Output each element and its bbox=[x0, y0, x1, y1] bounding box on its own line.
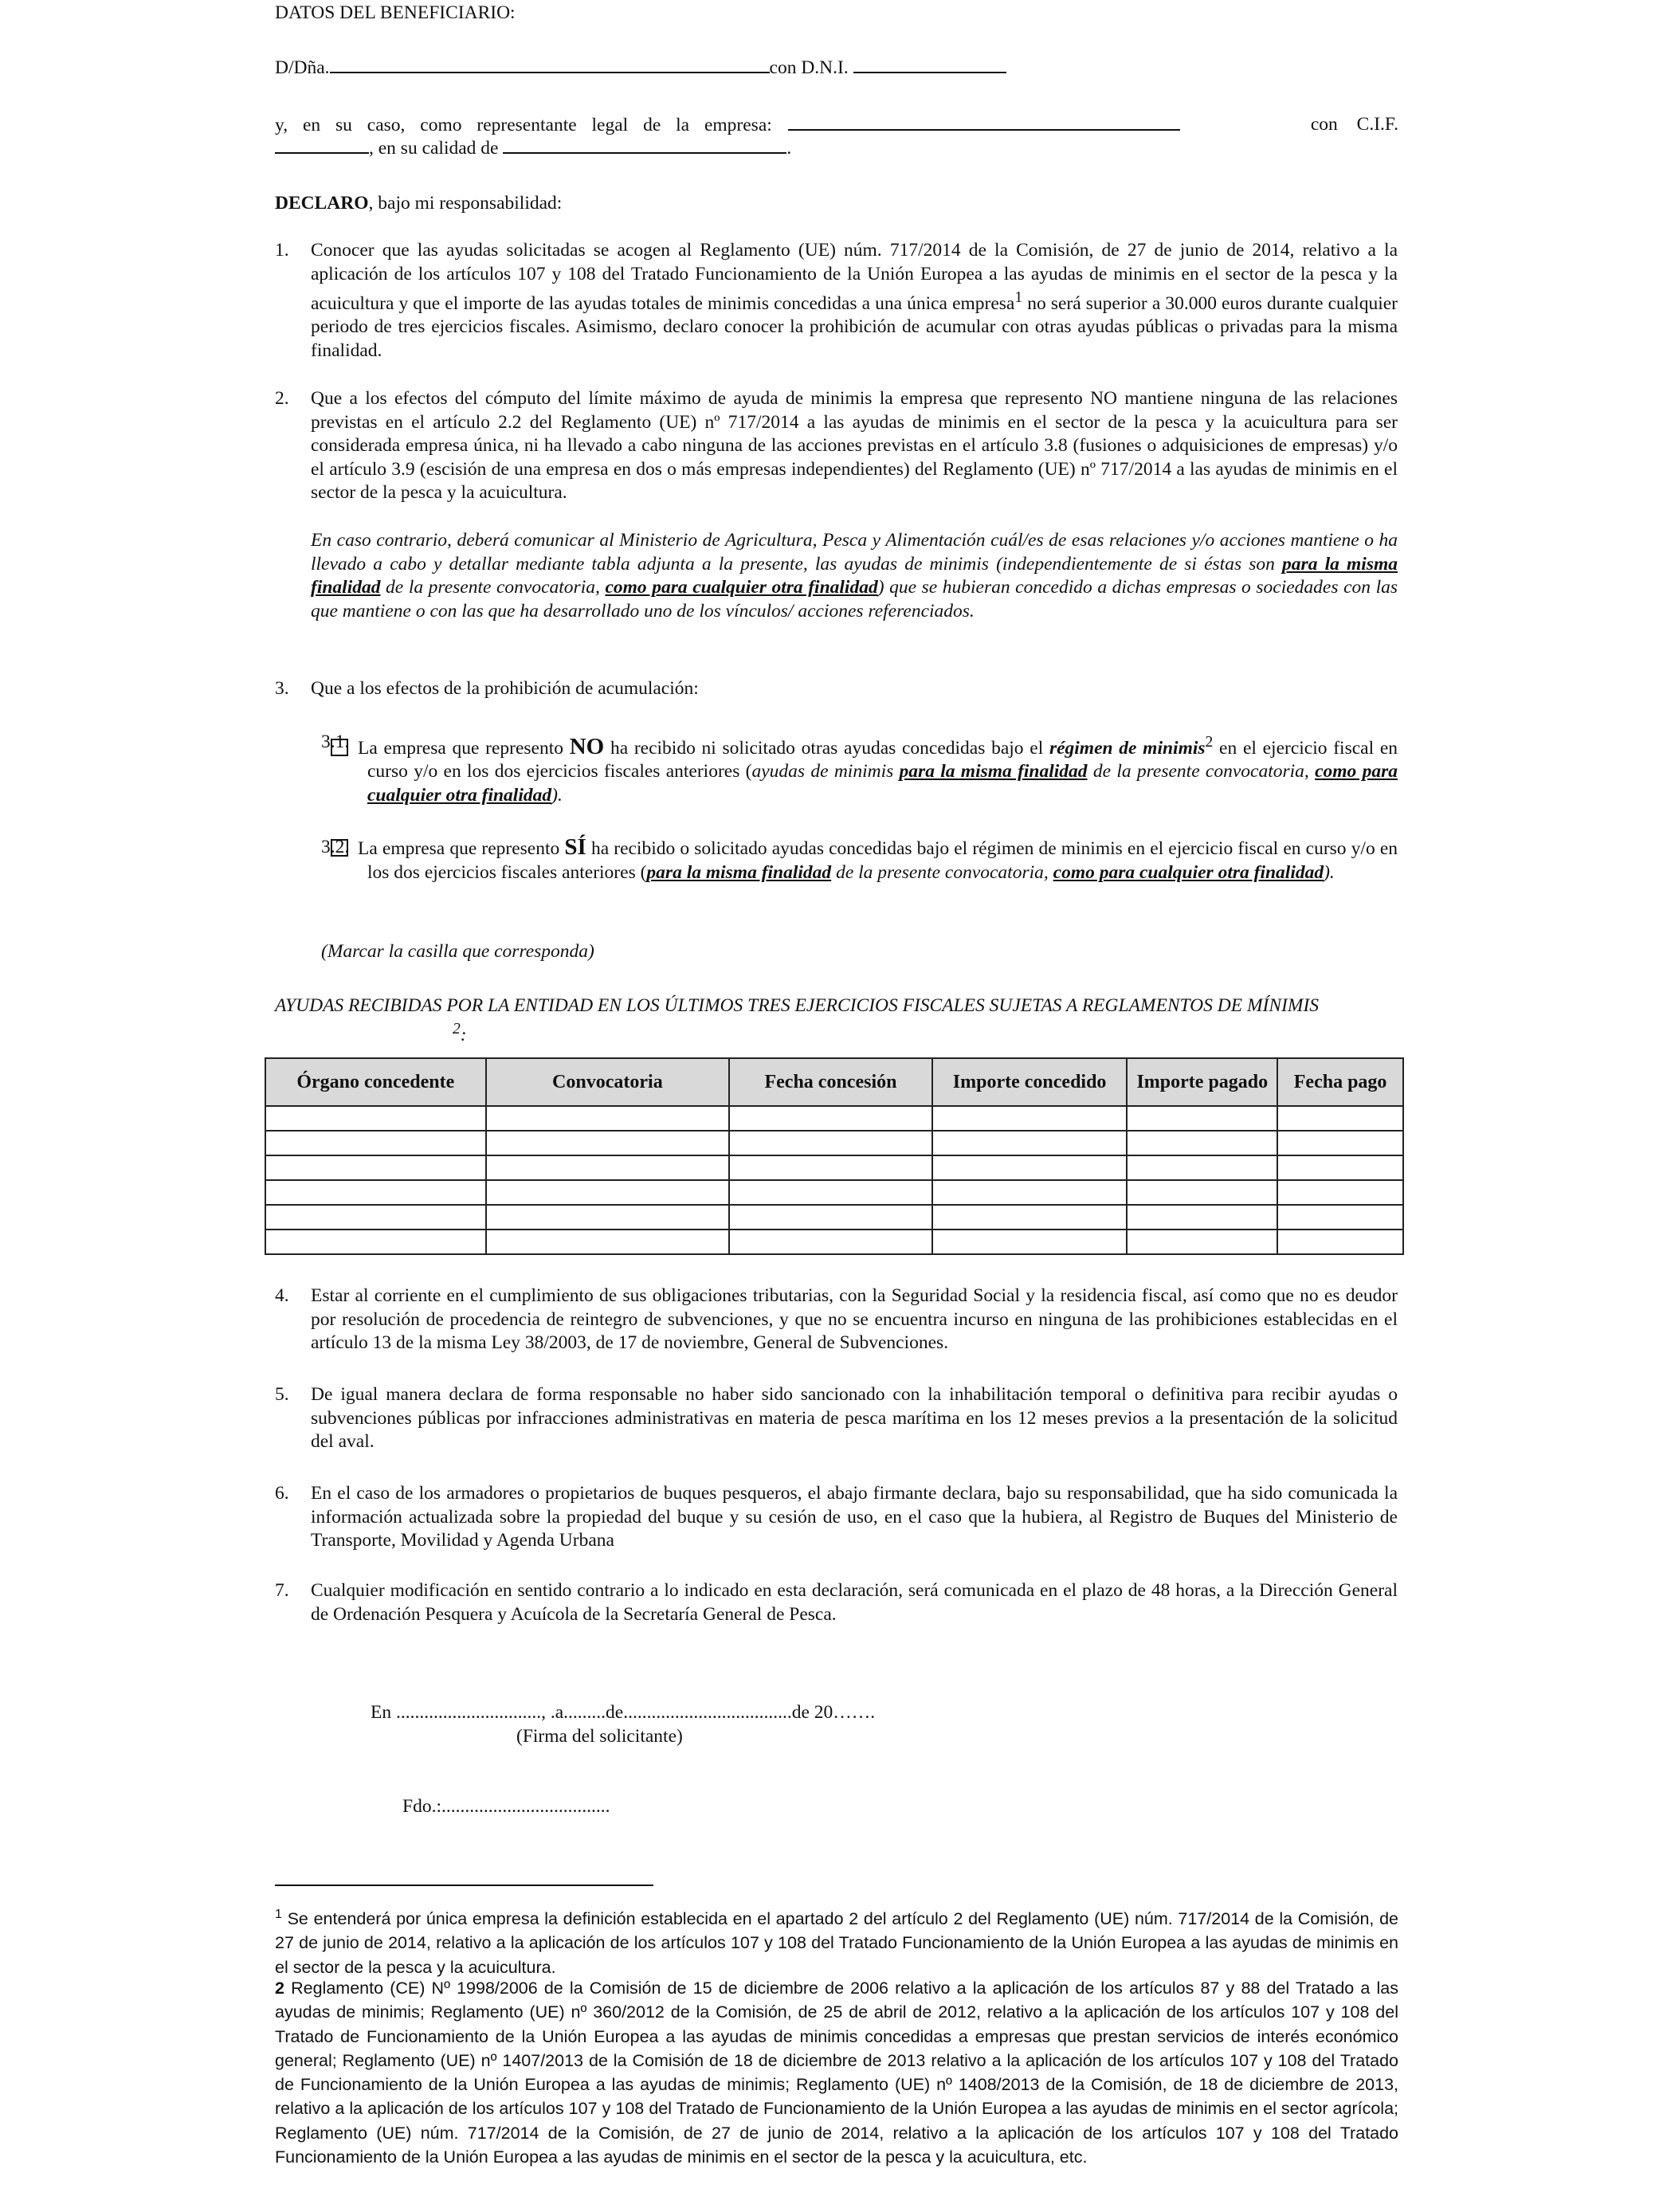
option-3-1-c: en el ejercicio fiscal en curso y/o en los dos ejercicios fiscales anteriores ( bbox=[367, 737, 1398, 782]
table-cell[interactable] bbox=[729, 1106, 932, 1131]
item-2-italic-c: ) que se hubieran concedido a dichas empresas o sociedades con las que mantiene o con las que ha desarrollado uno de los vínculos/ acciones referenciados. bbox=[311, 577, 1398, 622]
option-3-1-f: ). bbox=[551, 784, 563, 806]
table-heading-suffix bbox=[453, 1018, 467, 1047]
table-heading bbox=[275, 994, 1398, 1018]
table-cell[interactable] bbox=[265, 1180, 486, 1205]
option-3-1-e: de la presente convocatoria, bbox=[1087, 761, 1316, 782]
table-cell[interactable] bbox=[1127, 1131, 1277, 1155]
option-3-2-text bbox=[358, 834, 1398, 884]
footnote-2-text: Reglamento (CE) Nº 1998/2006 de la Comisión de 15 de diciembre de 2006 relativo a la aplicación de los artículos 87 y 88 del Tratado a las ayudas de minimis; Reglamento (UE) nº 360/2012 de la Comisión, de 25 de abril de 2012, relativo a la aplicación de los artículos 107 y 108 del Tratado de Funcionamiento de la Unión Europea a las ayudas de minimis concedidas a empresas que prestan servicios de interés económico general; Reglamento (UE) nº 1407/2013 de la Comisión de 18 de diciembre de 2013 relativo a la aplicación de los artículos 107 y 108 del Tratado de Funcionamiento de la Unión Europea a las ayudas de minimis; Reglamento (UE) nº 1408/2013 de la Comisión, de 18 de diciembre de 2013, relativo a la aplicación de los artículos 107 y 108 del Tratado de Funcionamiento de la Unión Europea a las ayudas de minimis en el sector agrícola; Reglamento (UE) núm. 717/2014 de la Comisión, de 27 de junio de 2014, relativo a la aplicación de los artículos 107 y 108 del Tratado Funcionamiento de la Unión Europea a las ayudas de minimis en el sector de la pesca y la acuicultura, etc. bbox=[275, 1979, 1398, 2167]
option-3-2-a: La empresa que represento bbox=[358, 838, 565, 859]
section-title: DATOS DEL BENEFICIARIO: bbox=[275, 2, 516, 23]
table-cell[interactable] bbox=[486, 1131, 730, 1155]
table-cell[interactable] bbox=[729, 1205, 932, 1230]
table-cell[interactable] bbox=[265, 1106, 486, 1131]
company-label: y, en su caso, como representante legal de la empresa: bbox=[275, 115, 772, 135]
option-3-1-text bbox=[358, 731, 1398, 807]
table-cell[interactable] bbox=[729, 1180, 932, 1205]
footnote-1-number: 1 bbox=[275, 1908, 282, 1921]
item-2-underline-1: para la misma finalidad bbox=[311, 553, 1398, 598]
table-row bbox=[265, 1205, 1403, 1230]
company-line bbox=[275, 113, 1398, 138]
table-cell[interactable] bbox=[932, 1155, 1128, 1180]
table-cell[interactable] bbox=[486, 1180, 730, 1205]
col-convocatoria: Convocatoria bbox=[486, 1058, 730, 1106]
footnote-separator bbox=[275, 1885, 653, 1886]
table-cell[interactable] bbox=[1277, 1205, 1403, 1230]
table-cell[interactable] bbox=[486, 1230, 730, 1254]
option-3-1-a: La empresa que represento bbox=[358, 737, 570, 759]
col-importe-pagado: Importe pagado bbox=[1127, 1058, 1277, 1106]
item-5-number: 5. bbox=[275, 1384, 289, 1405]
mark-note: (Marcar la casilla que corresponda) bbox=[321, 941, 594, 962]
item-1-text-a: Conocer que las ayudas solicitadas se acogen al Reglamento (UE) núm. 717/2014 de la Comisión, de 27 de junio de 2014, relativo a la aplicación de los artículos 107 y 108 del Tratado Funcionamiento de la Unión Europea a las ayudas de minimis en el sector de la pesca y la acuicultura y que el importe de las ayudas totales de minimis concedidas a una única empresa bbox=[311, 240, 1398, 314]
dni-label: con D.N.I. bbox=[769, 57, 849, 78]
table-cell[interactable] bbox=[932, 1106, 1128, 1131]
name-field[interactable] bbox=[330, 56, 770, 73]
item-2-italic-note bbox=[311, 529, 1398, 623]
item-6-text: En el caso de los armadores o propietarios de buques pesqueros, el abajo firmante declara, bajo su responsabilidad, que ha sido comunicada la información actualizada sobre la propiedad del buque y su cesión de uso, en el caso que la hubiera, al Registro de Buques del Ministerio de Transporte, Movilidad y Agenda Urbana bbox=[311, 1483, 1398, 1551]
beneficiary-line bbox=[275, 56, 1470, 80]
table-cell[interactable] bbox=[486, 1106, 730, 1131]
col-fecha-concesion: Fecha concesión bbox=[729, 1058, 932, 1106]
table-cell[interactable] bbox=[1127, 1155, 1277, 1180]
option-3-2-si: SÍ bbox=[564, 834, 586, 860]
option-3-2-c: de la presente convocatoria, bbox=[831, 861, 1053, 883]
capacity-line bbox=[275, 136, 1398, 161]
col-fecha-pago: Fecha pago bbox=[1277, 1058, 1403, 1106]
table-cell[interactable] bbox=[729, 1131, 932, 1155]
item-1-text bbox=[311, 239, 1398, 363]
table-cell[interactable] bbox=[1127, 1180, 1277, 1205]
col-importe-concedido: Importe concedido bbox=[932, 1058, 1128, 1106]
table-header-row bbox=[265, 1058, 1403, 1106]
option-3-2-number: 3.2. bbox=[321, 837, 350, 857]
table-cell[interactable] bbox=[932, 1131, 1128, 1155]
table-cell[interactable] bbox=[1277, 1155, 1403, 1180]
table-cell[interactable] bbox=[729, 1155, 932, 1180]
footnote-ref-2: 2 bbox=[1205, 734, 1214, 751]
option-3-1-number: 3.1. bbox=[321, 731, 350, 752]
footnote-ref-1: 1 bbox=[1014, 289, 1023, 306]
table-cell[interactable] bbox=[1127, 1230, 1277, 1254]
option-3-1-regimen: régimen de minimis bbox=[1049, 737, 1206, 759]
option-3-1-b: ha recibido ni solicitado otras ayudas concedidas bajo el bbox=[604, 737, 1049, 759]
table-cell[interactable] bbox=[1277, 1131, 1403, 1155]
dni-field[interactable] bbox=[853, 56, 1006, 73]
table-cell[interactable] bbox=[265, 1205, 486, 1230]
footnote-1-text: Se entenderá por única empresa la definición establecida en el apartado 2 del artículo 2 del Reglamento (UE) núm. 717/2014 de la Comisión, de 27 de junio de 2014, relativo a la aplicación de los artículos 107 y 108 del Tratado Funcionamiento de la Unión Europea a las ayudas de minimis en el sector de la pesca y la acuicultura. bbox=[275, 1909, 1398, 1977]
option-3-1-no: NO bbox=[569, 733, 605, 759]
col-organo: Órgano concedente bbox=[265, 1058, 486, 1106]
table-heading-sup: 2 bbox=[453, 1021, 461, 1037]
item-2-text: Que a los efectos del cómputo del límite máximo de ayuda de minimis la empresa que represento NO mantiene ninguna de las relaciones previstas en el artículo 2.2 del Reglamento (UE) nº 717/2014 a las ayudas de minimis en el sector de la pesca y la acuicultura para ser considerada empresa única, ni ha llevado a cabo ninguna de las acciones previstas en el artículo 3.8 (fusiones o adquisiciones de empresas) y/o el artículo 3.9 (escisión de una empresa en dos o más empresas independientes) del Reglamento (UE) nº 717/2014 a las ayudas de minimis en el sector de la pesca y la acuicultura. bbox=[311, 388, 1398, 503]
table-cell[interactable] bbox=[1127, 1205, 1277, 1230]
signature-caption: (Firma del solicitante) bbox=[516, 1726, 683, 1747]
table-cell[interactable] bbox=[265, 1155, 486, 1180]
item-6-number: 6. bbox=[275, 1483, 289, 1504]
table-cell[interactable] bbox=[486, 1205, 730, 1230]
table-cell[interactable] bbox=[486, 1155, 730, 1180]
item-7-text: Cualquier modificación en sentido contrario a lo indicado en esta declaración, será comunicada en el plazo de 48 horas, a la Dirección General de Ordenación Pesquera y Acuícola de la Secretaría General de Pesca. bbox=[311, 1580, 1398, 1625]
item-2-number: 2. bbox=[275, 388, 289, 409]
item-1-number: 1. bbox=[275, 240, 289, 261]
declaro-bold: DECLARO bbox=[275, 193, 369, 214]
table-cell[interactable] bbox=[932, 1205, 1128, 1230]
item-1-text-b: no será superior a 30.000 euros durante cualquier periodo de tres ejercicios fiscales. Asimismo, declaro conocer la prohibición de acumular con otras ayudas públicas o privadas para la misma finalidad. bbox=[311, 292, 1398, 361]
item-2-underline-2: como para cualquier otra finalidad bbox=[605, 577, 878, 598]
table-cell[interactable] bbox=[729, 1230, 932, 1254]
item-2-italic-a: En caso contrario, deberá comunicar al Ministerio de Agricultura, Pesca y Alimentación cuál/es de esas relaciones y/o acciones mantiene o ha llevado a cabo y detallar mediante tabla adjunta a la presente, las ayudas de minimis (independientemente de si éstas son bbox=[311, 530, 1398, 575]
table-row bbox=[265, 1180, 1403, 1205]
item-2-italic-b: de la presente convocatoria, bbox=[380, 577, 606, 598]
table-row bbox=[265, 1155, 1403, 1180]
capacity-field[interactable] bbox=[503, 136, 786, 154]
table-cell[interactable] bbox=[1277, 1230, 1403, 1254]
cif-label: con C.I.F. bbox=[1310, 114, 1398, 135]
option-3-2-underline-1: para la misma finalidad bbox=[646, 861, 832, 883]
table-cell[interactable] bbox=[1277, 1180, 1403, 1205]
option-3-2-checkbox[interactable] bbox=[331, 839, 348, 857]
footnote-2-number: 2 bbox=[275, 1979, 284, 1998]
table-heading-colon: : bbox=[460, 1024, 467, 1045]
table-cell[interactable] bbox=[265, 1230, 486, 1254]
option-3-2-underline-2: como para cualquier otra finalidad bbox=[1053, 861, 1324, 883]
declaro-heading bbox=[275, 192, 562, 216]
cif-field[interactable] bbox=[275, 136, 369, 154]
name-label: D/Dña. bbox=[275, 57, 330, 78]
option-3-2-b: ha recibido o solicitado ayudas concedidas bajo el régimen de minimis en el ejercicio fiscal en curso y/o en los dos ejercicios fiscales anteriores ( bbox=[367, 838, 1398, 883]
table-heading-text: AYUDAS RECIBIDAS POR LA ENTIDAD EN LOS ÚLTIMOS TRES EJERCICIOS FISCALES SUJETAS A REGLAMENTOS DE MÍNIMIS bbox=[275, 995, 1320, 1016]
item-4-number: 4. bbox=[275, 1285, 289, 1306]
footnote-2 bbox=[275, 1976, 1398, 2169]
item-4-text: Estar al corriente en el cumplimiento de sus obligaciones tributarias, con la Seguridad Social y la residencia fiscal, así como que no es deudor por resolución de procedencia de reintegro de subvenciones, y que no se encuentra incurso en ninguna de las prohibiciones establecidas en el artículo 13 de la misma Ley 38/2003, de 17 de noviembre, General de Subvenciones. bbox=[311, 1285, 1398, 1353]
table-cell[interactable] bbox=[265, 1131, 486, 1155]
option-3-1-checkbox[interactable] bbox=[331, 739, 348, 756]
item-7-number: 7. bbox=[275, 1580, 289, 1601]
table-cell[interactable] bbox=[1277, 1106, 1403, 1131]
option-3-1-underline-2: como para cualquier otra finalidad bbox=[367, 761, 1398, 806]
item-5-text: De igual manera declara de forma responsable no haber sido sancionado con la inhabilitación temporal o definitiva para recibir ayudas o subvenciones públicas por infracciones administrativas en materia de pesca marítima en los 12 meses previos a la presentación de la solicitud del aval. bbox=[311, 1384, 1398, 1452]
table-row bbox=[265, 1131, 1403, 1155]
footnote-1 bbox=[275, 1903, 1398, 1979]
table-row bbox=[265, 1230, 1403, 1254]
aid-table bbox=[265, 1057, 1404, 1255]
capacity-label: , en su calidad de bbox=[369, 138, 499, 159]
table-cell[interactable] bbox=[932, 1180, 1128, 1205]
table-cell[interactable] bbox=[1127, 1106, 1277, 1131]
capacity-end: . bbox=[786, 138, 792, 159]
table-cell[interactable] bbox=[932, 1230, 1128, 1254]
item-3-text: Que a los efectos de la prohibición de acumulación: bbox=[311, 678, 699, 699]
signed-by-line[interactable]: Fdo.:.................................... bbox=[402, 1796, 610, 1817]
table-row bbox=[265, 1106, 1403, 1131]
option-3-1-d: ayudas de minimis bbox=[751, 761, 900, 782]
option-3-2-d: ). bbox=[1324, 861, 1335, 883]
declaro-rest: , bajo mi responsabilidad: bbox=[368, 193, 563, 214]
company-field[interactable] bbox=[788, 113, 1180, 131]
item-3-number: 3. bbox=[275, 678, 289, 699]
place-date-line[interactable]: En ..............................., .a.........de....................................de 20……. bbox=[371, 1702, 876, 1723]
option-3-1-underline-1: para la misma finalidad bbox=[899, 761, 1088, 782]
